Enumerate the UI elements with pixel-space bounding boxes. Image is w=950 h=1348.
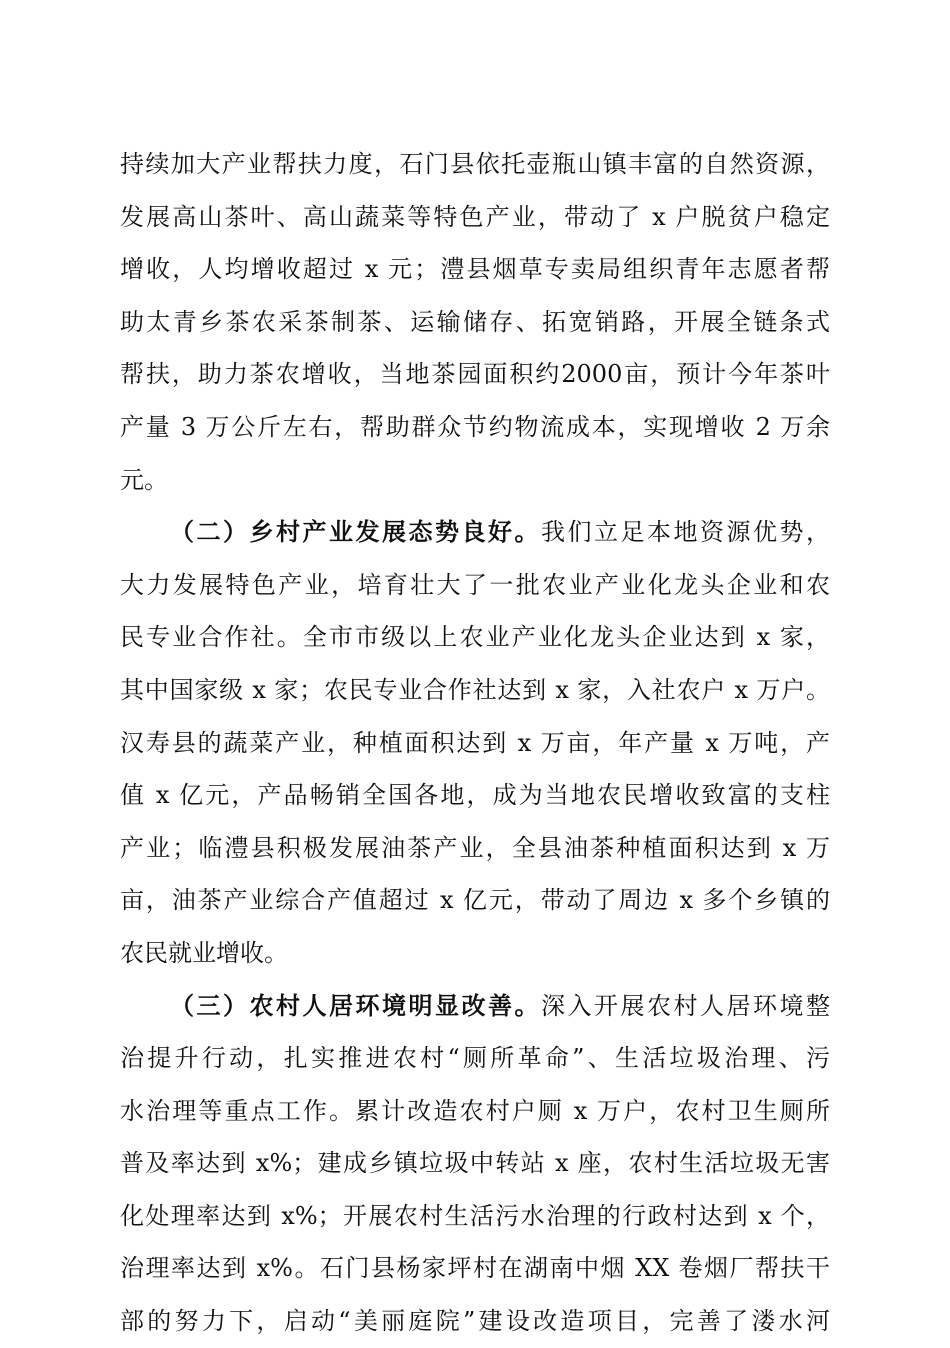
text-line: 水治理等重点工作。累计改造农村户厕 x 万户，农村卫生厕所 bbox=[120, 1096, 830, 1125]
text-line: 值 x 亿元，产品畅销全国各地，成为当地农民增收致富的支柱 bbox=[120, 781, 830, 810]
paragraph-3 bbox=[120, 980, 830, 1348]
paragraph-2 bbox=[120, 506, 830, 979]
text-line: 元。 bbox=[120, 465, 168, 494]
text-line: 帮扶，助力茶农增收，当地茶园面积约2000亩，预计今年茶叶 bbox=[120, 360, 830, 389]
text-run: 我们立足本地资源优势， bbox=[541, 518, 830, 547]
text-line: 产业；临澧县积极发展油茶产业，全县油茶种植面积达到 x 万 bbox=[120, 833, 830, 862]
text-line: 增收，人均增收超过 x 元；澧县烟草专卖局组织青年志愿者帮 bbox=[120, 255, 830, 284]
text-line: 大力发展特色产业，培育壮大了一批农业产业化龙头企业和农 bbox=[120, 570, 830, 599]
text-line: 产量 3 万公斤左右，帮助群众节约物流成本，实现增收 2 万余 bbox=[120, 412, 830, 441]
text-line: 民专业合作社。全市市级以上农业产业化龙头企业达到 x 家， bbox=[120, 623, 830, 652]
paragraph-first-line bbox=[120, 980, 830, 1033]
text-line: 部的努力下，启动“美丽庭院”建设改造项目，完善了溇水河 bbox=[120, 1307, 830, 1336]
paragraph-1 bbox=[120, 138, 830, 506]
text-line: 治提升行动，扎实推进农村“厕所革命”、生活垃圾治理、污 bbox=[120, 1044, 830, 1073]
text-line: 助太青乡茶农采茶制茶、运输储存、拓宽销路，开展全链条式 bbox=[120, 307, 830, 336]
text-line: 治理率达到 x%。石门县杨家坪村在湖南中烟 XX 卷烟厂帮扶干 bbox=[120, 1254, 830, 1283]
text-line: 其中国家级 x 家；农民专业合作社达到 x 家，入社农户 x 万户。 bbox=[120, 675, 830, 704]
document-body bbox=[120, 138, 830, 1348]
text-line: 亩，油茶产业综合产值超过 x 亿元，带动了周边 x 多个乡镇的 bbox=[120, 886, 830, 915]
section-heading: （二）乡村产业发展态势良好。 bbox=[170, 517, 541, 547]
text-run: 深入开展农村人居环境整 bbox=[541, 991, 830, 1020]
section-heading: （三）农村人居环境明显改善。 bbox=[170, 990, 541, 1020]
text-line: 普及率达到 x%；建成乡镇垃圾中转站 x 座，农村生活垃圾无害 bbox=[120, 1149, 830, 1178]
text-line: 化处理率达到 x%；开展农村生活污水治理的行政村达到 x 个， bbox=[120, 1201, 830, 1230]
paragraph-first-line bbox=[120, 506, 830, 559]
text-line: 发展高山茶叶、高山蔬菜等特色产业，带动了 x 户脱贫户稳定 bbox=[120, 202, 830, 231]
text-line: 汉寿县的蔬菜产业，种植面积达到 x 万亩，年产量 x 万吨，产 bbox=[120, 728, 830, 757]
text-line: 持续加大产业帮扶力度，石门县依托壶瓶山镇丰富的自然资源， bbox=[120, 150, 830, 178]
text-line: 农民就业增收。 bbox=[120, 938, 288, 967]
